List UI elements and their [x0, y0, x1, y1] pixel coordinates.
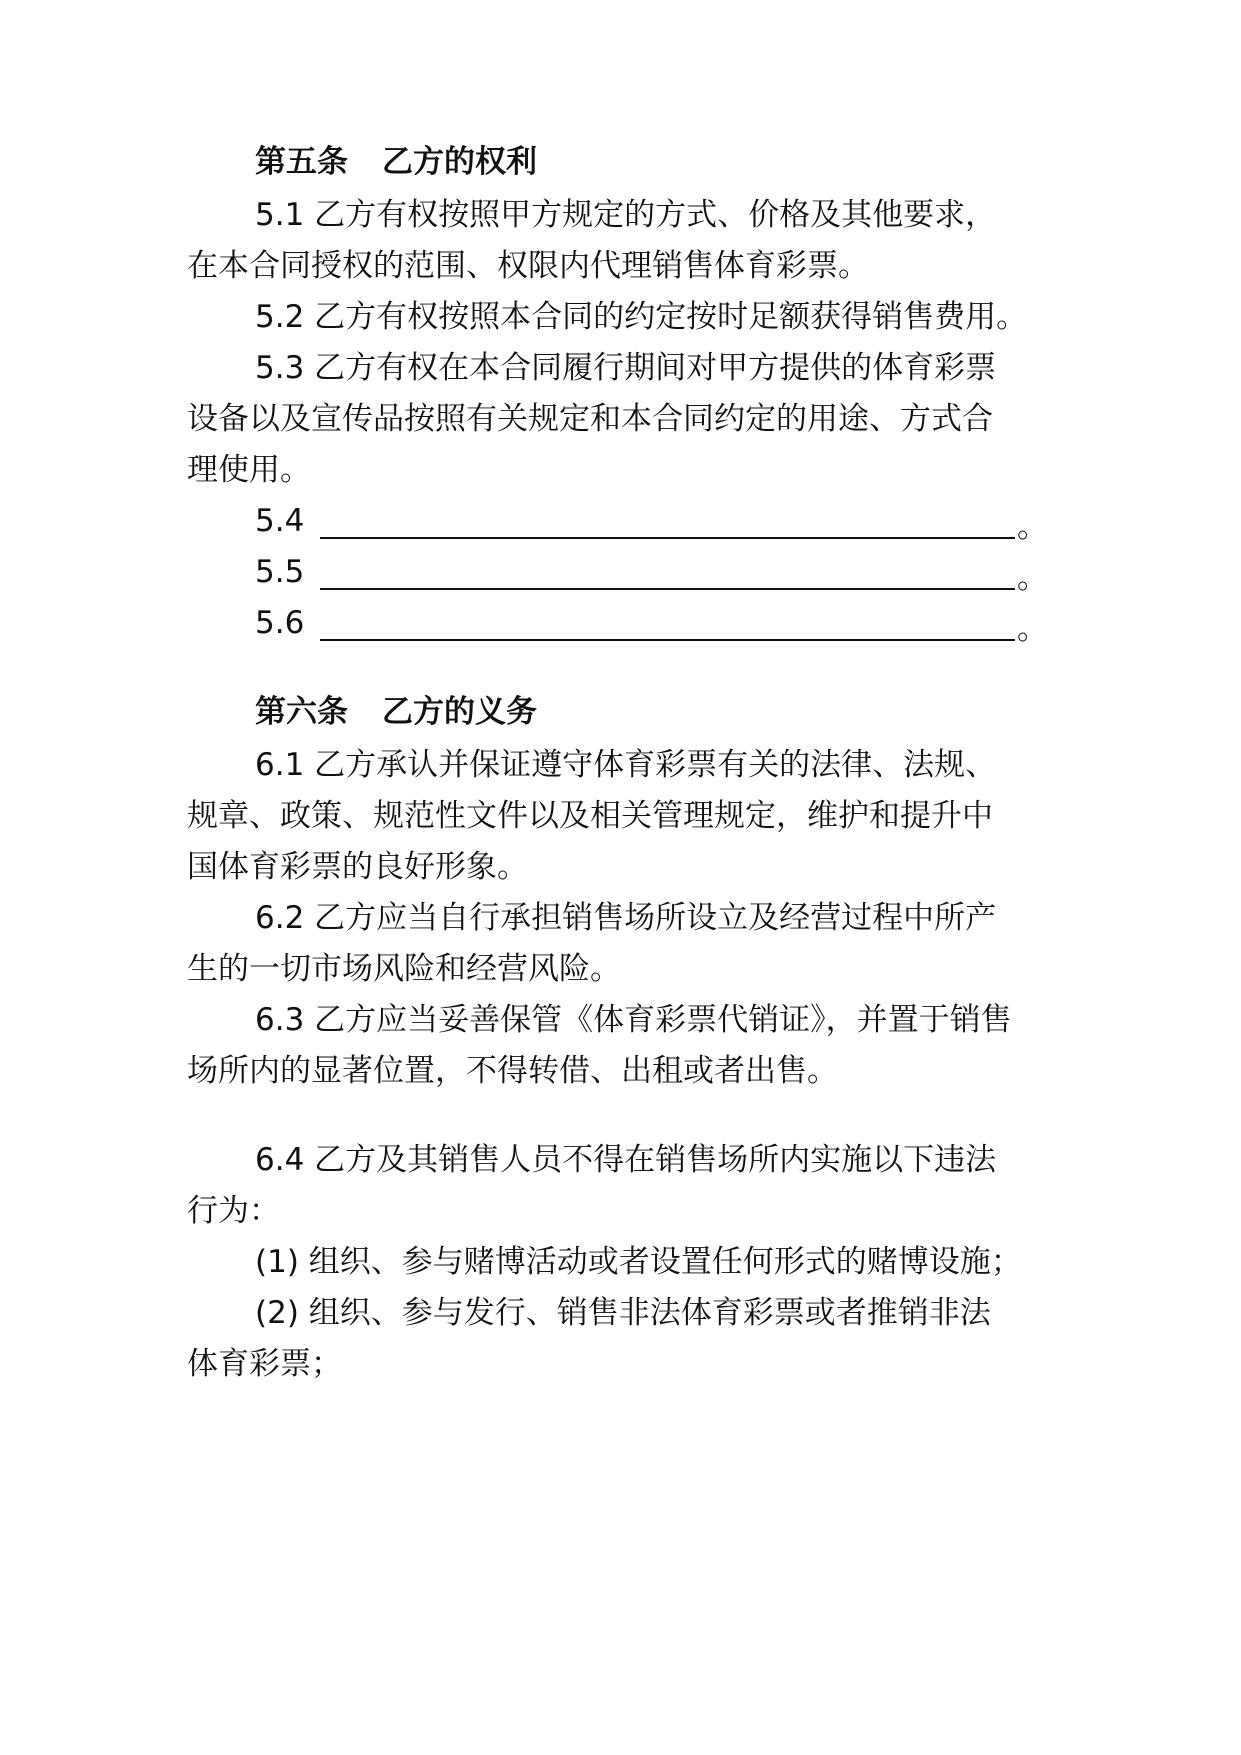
clause-5-6-fill-line [320, 639, 1015, 641]
clause-6-3-line-1: 6.3 乙方应当妥善保管《体育彩票代销证》，并置于销售 [255, 1002, 1012, 1038]
clause-5-4-blank [255, 501, 1055, 545]
article6-heading-title: 乙方的义务 [382, 694, 537, 730]
clause-5-4-number: 5.4 [255, 503, 305, 539]
clause-6-1-line-1: 6.1 乙方承认并保证遵守体育彩票有关的法律、法规、 [255, 747, 997, 783]
item-1-line-1: (1) 组织、参与赌博活动或者设置任何形式的赌博设施； [255, 1244, 1022, 1280]
clause-5-5-period: 。 [1017, 560, 1048, 596]
article6-heading-number: 第六条 [255, 694, 348, 730]
clause-5-1-line-1: 5.1 乙方有权按照甲方规定的方式、价格及其他要求， [255, 197, 997, 233]
clause-6-1-line-2: 规章、政策、规范性文件以及相关管理规定，维护和提升中 [187, 798, 993, 834]
clause-6-1-line-3: 国体育彩票的良好形象。 [187, 849, 528, 885]
clause-6-4-line-1: 6.4 乙方及其销售人员不得在销售场所内实施以下违法 [255, 1142, 997, 1178]
clause-6-3-line-2: 场所内的显著位置，不得转借、出租或者出售。 [187, 1053, 838, 1089]
clause-5-3-line-1: 5.3 乙方有权在本合同履行期间对甲方提供的体育彩票 [255, 350, 997, 386]
clause-5-6-period: 。 [1017, 611, 1048, 647]
clause-5-5-blank [255, 552, 1055, 596]
clause-5-5-fill-line [320, 588, 1015, 590]
article5-heading [255, 142, 537, 182]
item-2-line-2: 体育彩票； [187, 1346, 342, 1382]
clause-5-5-number: 5.5 [255, 554, 305, 590]
clause-6-2-line-1: 6.2 乙方应当自行承担销售场所设立及经营过程中所产 [255, 900, 997, 936]
clause-5-4-fill-line [320, 537, 1015, 539]
article5-heading-number: 第五条 [255, 144, 348, 180]
clause-5-2-line-1: 5.2 乙方有权按照本合同的约定按时足额获得销售费用。 [255, 299, 1028, 335]
clause-6-4-line-2: 行为： [187, 1193, 280, 1229]
clause-5-3-line-2: 设备以及宣传品按照有关规定和本合同约定的用途、方式合 [187, 401, 993, 437]
item-2-line-1: (2) 组织、参与发行、销售非法体育彩票或者推销非法 [255, 1295, 991, 1331]
clause-5-4-period: 。 [1017, 509, 1048, 545]
clause-5-6-blank [255, 603, 1055, 647]
clause-5-1-line-2: 在本合同授权的范围、权限内代理销售体育彩票。 [187, 248, 869, 284]
clause-5-3-line-3: 理使用。 [187, 452, 311, 488]
article5-heading-title: 乙方的权利 [382, 144, 537, 180]
clause-5-6-number: 5.6 [255, 605, 305, 641]
article6-heading [255, 692, 537, 732]
clause-6-2-line-2: 生的一切市场风险和经营风险。 [187, 951, 621, 987]
